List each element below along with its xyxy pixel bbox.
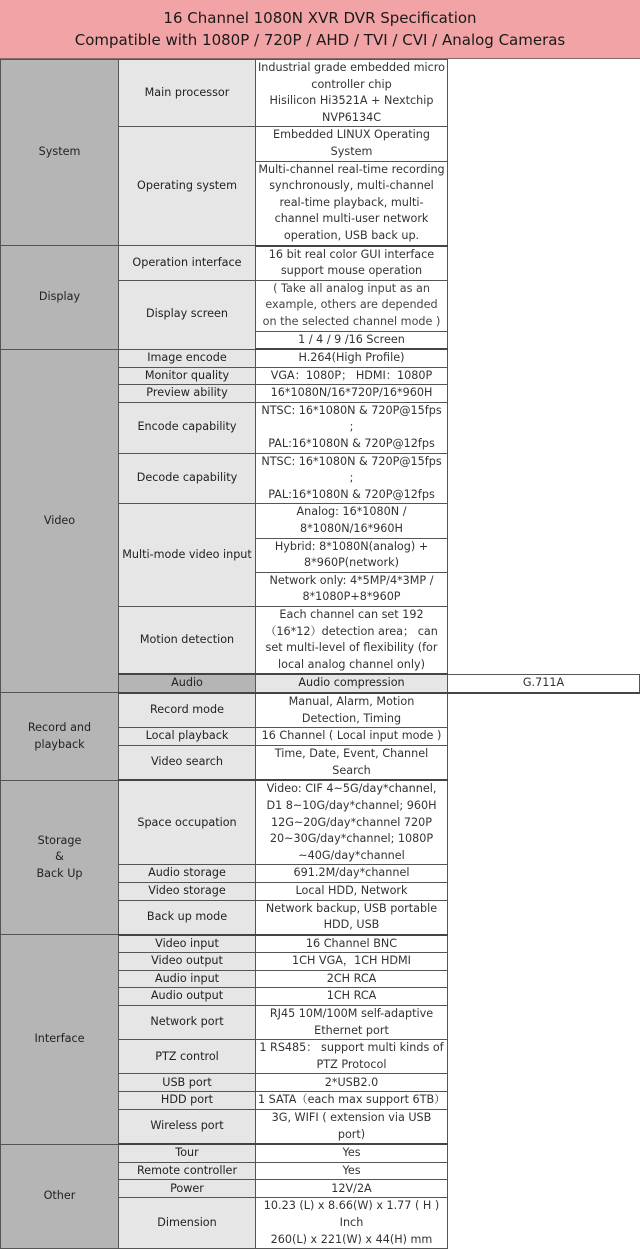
spec-label-record-mode: Record mode [119,693,256,728]
spec-value-usb-port: 2*USB2.0 [256,1074,448,1092]
spec-value-space-occupation: Video: CIF 4~5G/day*channel, D1 8~10G/day*channel; 960H 12G~20G/day*channel 720P 20~30G/day*channel; 1080P ~40G/day*channel [256,780,448,864]
spec-label-space-occupation: Space occupation [119,780,256,864]
spec-value-motion-detection: Each channel can set 192（16*12）detection area； can set multi-level of flexibility (for local analog channel only) [256,607,448,675]
spec-value-main-processor [256,60,448,127]
spec-note-display-screen: ( Take all analog input as an example, others are depended on the selected channel mode ) [256,280,448,331]
spec-label-video-storage: Video storage [119,882,256,900]
spec-label-network-port: Network port [119,1006,256,1040]
category-video: Video [1,349,119,693]
spec-label-display-screen: Display screen [119,280,256,349]
category-audio: Audio [119,674,256,693]
spec-value-video-output: 1CH VGA，1CH HDMI [256,953,448,971]
spec-label-operation-interface: Operation interface [119,246,256,281]
spec-label-audio-storage: Audio storage [119,865,256,883]
spec-value-audio-output: 1CH RCA [256,988,448,1006]
spec-value-hybrid-input: Hybrid: 8*1080N(analog) + 8*960P(network) [256,538,448,572]
category-system: System [1,60,119,246]
spec-label-multi-mode-input: Multi-mode video input [119,504,256,607]
spec-value-os-name: Embedded LINUX Operating System [256,127,448,161]
spec-label-local-playback: Local playback [119,728,256,746]
spec-value-network-input: Network only: 4*5MP/4*3MP / 8*1080P+8*960P [256,572,448,606]
spec-table [0,59,640,1249]
spec-value-video-search: Time, Date, Event, Channel Search [256,746,448,781]
spec-label-wireless-port: Wireless port [119,1110,256,1145]
spec-label-image-encode: Image encode [119,349,256,367]
spec-label-usb-port: USB port [119,1074,256,1092]
spec-value-display-screen: 1 / 4 / 9 /16 Screen [256,331,448,349]
spec-header [0,0,640,59]
spec-value-os-features: Multi-channel real-time recording synchronously, multi-channel real-time playback, multi-channel multi-user network operation, USB back up. [256,161,448,245]
spec-value-monitor-quality: VGA：1080P； HDMI：1080P [256,367,448,385]
spec-value-analog-input: Analog: 16*1080N / 8*1080N/16*960H [256,504,448,538]
spec-label-video-output: Video output [119,953,256,971]
spec-label-audio-input: Audio input [119,970,256,988]
category-interface: Interface [1,935,119,1145]
spec-label-backup-mode: Back up mode [119,900,256,935]
spec-label-motion-detection: Motion detection [119,607,256,675]
spec-value-audio-storage: 691.2M/day*channel [256,865,448,883]
spec-label-decode-capability: Decode capability [119,453,256,504]
spec-value-decode-capability [256,453,448,504]
spec-label-power: Power [119,1180,256,1198]
spec-label-hdd-port: HDD port [119,1092,256,1110]
spec-value-line: PAL:16*1080N & 720P@12fps [268,487,435,501]
spec-label-ptz-control: PTZ control [119,1040,256,1074]
category-line: Storage [37,833,82,847]
spec-label-remote-controller: Remote controller [119,1162,256,1180]
spec-value-ptz-control: 1 RS485： support multi kinds of PTZ Protocol [256,1040,448,1074]
spec-value-network-port: RJ45 10M/100M self-adaptive Ethernet port [256,1006,448,1040]
spec-value-line: NTSC: 16*1080N & 720P@15fps ; [261,454,442,485]
spec-value-wireless-port: 3G, WIFI ( extension via USB port) [256,1110,448,1145]
spec-value-audio-input: 2CH RCA [256,970,448,988]
spec-value-line: 10.23 (L) x 8.66(W) x 1.77 ( H ) Inch [263,1199,440,1229]
spec-label-preview-ability: Preview ability [119,385,256,403]
spec-label-dimension: Dimension [119,1198,256,1249]
category-storage-backup [1,780,119,934]
spec-value-tour: Yes [256,1144,448,1162]
spec-value-line: PAL:16*1080N & 720P@12fps [268,437,435,451]
spec-value-operation-interface: 16 bit real color GUI interface support mouse operation [256,246,448,281]
spec-label-audio-compression: Audio compression [256,674,448,693]
spec-value-line: NTSC: 16*1080N & 720P@15fps ; [261,403,442,434]
spec-value-encode-capability [256,402,448,453]
spec-value-line: Hisilicon Hi3521A + Nextchip NVP6134C [269,94,434,124]
category-record-playback: Record and playback [1,693,119,780]
spec-value-local-playback: 16 Channel ( Local input mode ) [256,728,448,746]
category-display: Display [1,246,119,350]
category-line: & [55,850,64,864]
spec-value-audio-compression: G.711A [448,674,640,693]
spec-label-encode-capability: Encode capability [119,402,256,453]
spec-label-tour: Tour [119,1144,256,1162]
spec-value-hdd-port: 1 SATA（each max support 6TB） [256,1092,448,1110]
category-other: Other [1,1144,119,1248]
spec-value-dimension [256,1198,448,1249]
spec-value-backup-mode: Network backup, USB portable HDD, USB [256,900,448,935]
spec-value-image-encode: H.264(High Profile) [256,349,448,367]
category-line: Back Up [36,866,83,880]
spec-label-main-processor: Main processor [119,60,256,127]
spec-value-remote-controller: Yes [256,1162,448,1180]
spec-label-video-input: Video input [119,935,256,953]
spec-value-preview-ability: 16*1080N/16*720P/16*960H [256,385,448,403]
spec-label-video-search: Video search [119,746,256,781]
spec-subtitle: Compatible with 1080P / 720P / AHD / TVI / CVI / Analog Cameras [74,31,566,49]
spec-value-video-storage: Local HDD, Network [256,882,448,900]
spec-label-audio-output: Audio output [119,988,256,1006]
spec-value-video-input: 16 Channel BNC [256,935,448,953]
spec-value-line: 260(L) x 221(W) x 44(H) mm [270,1232,433,1246]
spec-value-power: 12V/2A [256,1180,448,1198]
spec-value-line: Industrial grade embedded micro controller chip [258,61,445,91]
spec-label-monitor-quality: Monitor quality [119,367,256,385]
spec-title: 16 Channel 1080N XVR DVR Specification [163,9,477,27]
spec-value-record-mode: Manual, Alarm, Motion Detection, Timing [256,693,448,728]
spec-label-operating-system: Operating system [119,127,256,246]
